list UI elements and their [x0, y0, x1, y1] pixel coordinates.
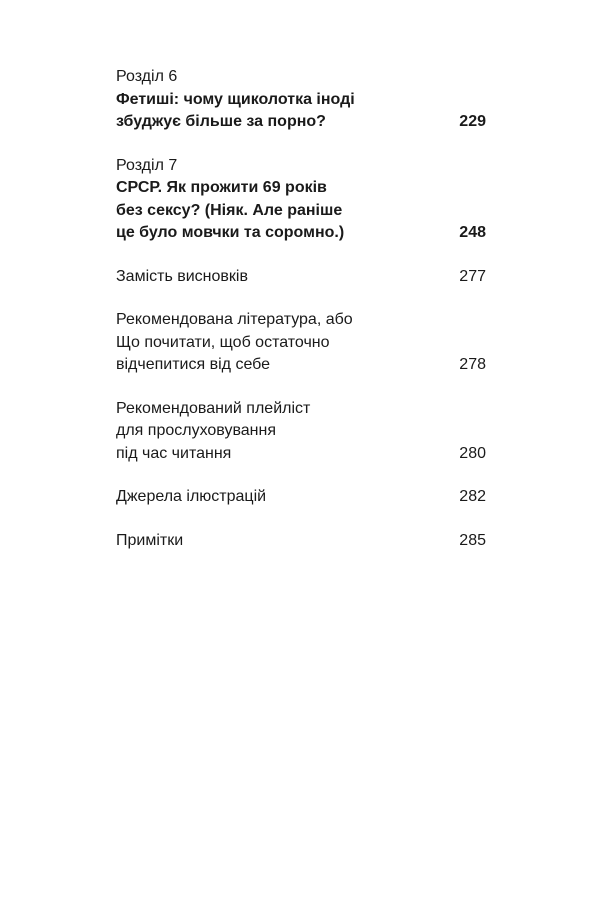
page-number: 248 — [459, 224, 486, 241]
page-number: 280 — [459, 444, 486, 462]
page-number: 278 — [459, 356, 486, 373]
section-title-line: для прослуховування — [116, 422, 276, 439]
chapter-title-line: Фетиші: чому щиколотка іноді — [116, 90, 355, 108]
table-of-contents — [116, 66, 486, 552]
page-number: 285 — [459, 531, 486, 549]
chapter-title-line: це було мовчки та соромно.) — [116, 224, 345, 241]
section-title-line: Рекомендована література, або — [116, 311, 353, 328]
chapter-title-line: без сексу? (Ніяк. Але раніше — [116, 201, 343, 219]
toc-entry-recommended-playlist — [116, 398, 486, 466]
section-title-line: Джерела ілюстрацій — [116, 488, 267, 505]
section-title-line: Замість висновків — [116, 267, 248, 285]
chapter-label: Розділ 7 — [116, 156, 178, 174]
section-title-line: Примітки — [116, 531, 184, 549]
toc-entry-illustration-sources — [116, 486, 486, 509]
page-number: 229 — [459, 113, 486, 130]
page-number: 277 — [459, 267, 486, 285]
chapter-label: Розділ 6 — [116, 68, 178, 85]
section-title-line: відчепитися від себе — [116, 356, 271, 373]
toc-entry-chapter-7 — [116, 155, 486, 245]
page-number: 282 — [459, 488, 486, 505]
toc-entry-notes — [116, 530, 486, 553]
section-title-line: Що почитати, щоб остаточно — [116, 333, 330, 351]
chapter-title-line: збуджує більше за порно? — [116, 113, 326, 130]
section-title-line: під час читання — [116, 444, 232, 462]
toc-entry-recommended-literature — [116, 309, 486, 377]
chapter-title-line: СРСР. Як прожити 69 років — [116, 179, 327, 196]
toc-entry-chapter-6 — [116, 66, 486, 134]
section-title-line: Рекомендований плейліст — [116, 399, 311, 417]
toc-entry-instead-of-conclusions — [116, 266, 486, 289]
